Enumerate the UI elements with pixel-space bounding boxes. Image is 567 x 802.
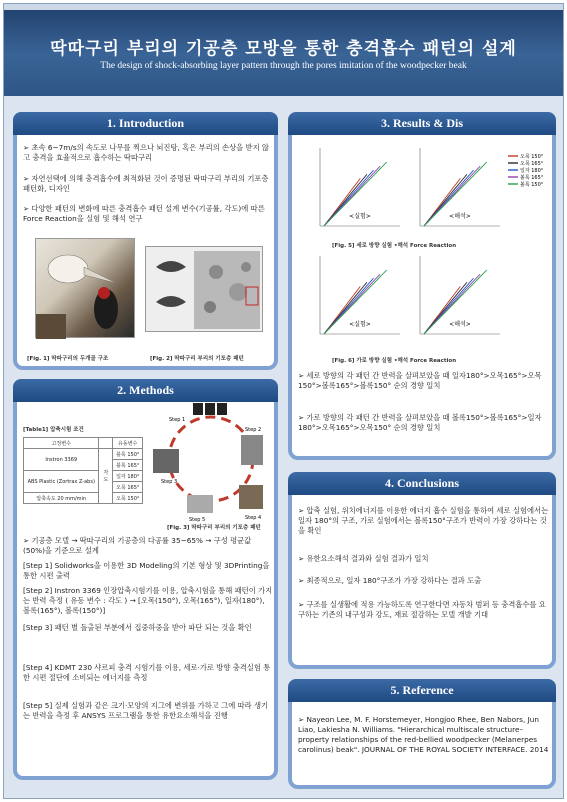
fig2-caption: [Fig. 2] 딱따구리 부리의 기포층 패턴 <box>150 356 244 362</box>
table-header: 고정변수 <box>24 438 99 449</box>
conclusions-bullet-3: ➢ 최종적으로, 일자 180°구조가 가장 강하다는 결과 도출 <box>298 576 552 586</box>
table-cell: 압축속도 20 mm/min <box>24 493 99 504</box>
conclusions-panel <box>288 472 556 669</box>
intro-bullet-1: ➢ 초속 6~7m/s의 속도로 나무를 찍으나 뇌진탕, 혹은 부리의 손상을 받지 않고 충격을 효율적으로 흡수하는 딱따구리 <box>23 143 271 163</box>
methods-title: 2. Methods <box>13 379 278 402</box>
reference-text: ➢ Nayeon Lee, M. F. Horstemeyer, Hongjoo Rhee, Ben Nabors, Jun Liao, Lakiesha N. Williams. "Hierarchical multiscale structure–property relationships of the red-bellied woodpecker (Melanerpes carolinus) beak". JOURNAL OF THE ROYAL SOCIETY INTERFACE. 2014 <box>298 715 552 755</box>
step-label-5: Step 5 <box>189 517 206 522</box>
legend-label: 오목 165° <box>520 161 544 167</box>
intro-bullet-2: ➢ 자연선택에 의해 충격흡수에 최적화된 것이 증명된 딱따구리 부리의 기포층 패턴화, 디자인 <box>23 174 271 194</box>
plot-label: <실험> <box>349 321 371 328</box>
conclusions-bullet-4: ➢ 구조를 실생활에 적용 가능하도록 연구한다면 자동차 범퍼 등 충격흡수를 요구하는 기존의 내구성과 강도, 재료 절감하는 모델 개발 기대 <box>298 600 552 620</box>
conclusions-bullet-1: ➢ 압축 실험, 위치에너지를 이용한 에너지 흡수 실험을 통하여 세로 실험에서는 일자 180°의 구조, 가로 실험에서는 볼록150°구조가 반력이 가장 강하다는 것을 확인 <box>298 506 552 536</box>
header-stripe <box>4 4 563 10</box>
table-row <box>24 449 143 460</box>
plot-label: <해석> <box>449 213 471 220</box>
step-label-3: Step 3 <box>161 479 178 485</box>
poster-subtitle: The design of shock-absorbing layer pattern through the pores imitation of the woodpecker beak <box>100 61 467 71</box>
methods-panel <box>13 379 278 780</box>
table-cell: 블록 165° <box>113 460 143 471</box>
header-banner <box>4 4 563 96</box>
fig3-caption: [Fig. 3] 딱따구리 부리의 기포층 패턴 <box>167 525 261 531</box>
table-cell: 오목 150° <box>113 493 143 504</box>
fig6-caption: [Fig. 6] 가로 방향 실험 •해석 Force Reaction <box>332 358 457 364</box>
legend-label: 일자 180° <box>520 168 544 174</box>
woodpecker-skull-image <box>35 238 135 338</box>
table-cell: 오목 165° <box>113 482 143 493</box>
plot-label: <실험> <box>349 213 371 220</box>
results-title: 3. Results & Dis <box>288 112 556 135</box>
table1-title: [Table1] 압축시험 조건 <box>23 427 84 433</box>
conditions-table <box>23 437 143 504</box>
step-2-text: [Step 2] Instron 3369 인장압축시험기를 이용, 압축시험을 통해 패턴이 가지는 반력 측정 ( 유동 변수 : 각도 ) → [오목(150°), 오목(165°), 일자(180°), 볼록(165°), 볼록(150°)] <box>23 586 273 615</box>
process-diagram <box>149 397 274 522</box>
introduction-panel <box>13 112 278 370</box>
reference-title: 5. Reference <box>288 679 556 702</box>
reference-panel <box>288 679 556 789</box>
step-1-text: [Step 1] Solidworks을 이용한 3D Modeling의 기본 형상 및 3DPrinting을 통한 시편 출력 <box>23 561 270 580</box>
table-cell: 각도 <box>99 449 113 504</box>
table-row <box>24 471 143 482</box>
woodpecker-skull-icon <box>36 239 136 339</box>
conclusions-title: 4. Conclusions <box>288 472 556 495</box>
intro-bullet-3: ➢ 다양한 패턴의 변화에 따른 충격흡수 패턴 설계 변수(기공률, 각도)에 따른 Force Reaction을 실험 및 해석 연구 <box>23 204 271 224</box>
poster-title: 딱따구리 부리의 기공층 모방을 통한 충격흡수 패턴의 설계 <box>50 39 517 59</box>
step-5-text: [Step 5] 실제 실험과 같은 크기·모양의 지그에 변위를 가하고 그에 따라 생기는 반력을 측정 후 ANSYS 프로그램을 통한 유한요소해석을 진행 <box>23 701 269 720</box>
poster <box>3 3 564 799</box>
pore-pattern-icon <box>146 247 264 333</box>
table-cell: 일자 180° <box>113 471 143 482</box>
table-cell: 블록 150° <box>113 449 143 460</box>
step-3-text: [Step 3] 패턴 별 돌출된 부분에서 집중하중을 받아 파단 되는 것을 확인 <box>23 623 252 632</box>
fig5-caption: [Fig. 5] 세로 방향 실험 •해석 Force Reaction <box>332 243 457 249</box>
table-header-row <box>24 438 143 449</box>
results-bullet-1: ➢ 세로 방향의 각 패턴 간 반력을 살펴보았을 때 일자180°>오목165°>오목150°>볼록165°>볼록150° 순의 경향 일치 <box>298 371 552 391</box>
step-4-text: [Step 4] KDMT 230 샤르피 충격 시험기를 이용, 세로·가로 방향 충격실험 통한 시편 절단에 소비되는 에너지를 측정 <box>23 663 271 682</box>
step-label-2: Step 2 <box>245 427 262 433</box>
legend-label: 볼록 150° <box>520 182 544 188</box>
table-row <box>24 493 143 504</box>
legend-label: 볼록 165° <box>520 175 544 181</box>
conclusions-bullet-2: ➢ 유한요소해석 결과와 실험 결과가 일치 <box>298 554 552 564</box>
methods-bullet-0: ➢ 기공층 모델 → 딱따구리의 기공층의 다공률 35~65% → 구성 평균값(50%)을 기준으로 설계 <box>23 536 273 556</box>
table-cell: ABS Plastic (Zortrax Z-abs) <box>24 471 99 493</box>
introduction-title: 1. Introduction <box>13 112 278 135</box>
table-header <box>99 438 113 449</box>
plot-label: <해석> <box>449 321 471 328</box>
step-label-4: Step 4 <box>245 515 262 521</box>
table-cell: Instron 3369 <box>24 449 99 471</box>
results-panel <box>288 112 556 460</box>
results-bullet-2: ➢ 가로 방향의 각 패턴 간 반력을 살펴보았을 때 볼록150°>볼록165°>일자180°>오목165°>오목150° 순의 경향 일치 <box>298 413 552 433</box>
pore-pattern-image <box>145 246 263 332</box>
fig1-caption: [Fig. 1] 딱따구리의 두개골 구조 <box>27 356 109 362</box>
step-label-1: Step 1 <box>169 417 186 423</box>
legend-label: 오목 150° <box>520 154 544 160</box>
table-header: 유동변수 <box>113 438 143 449</box>
